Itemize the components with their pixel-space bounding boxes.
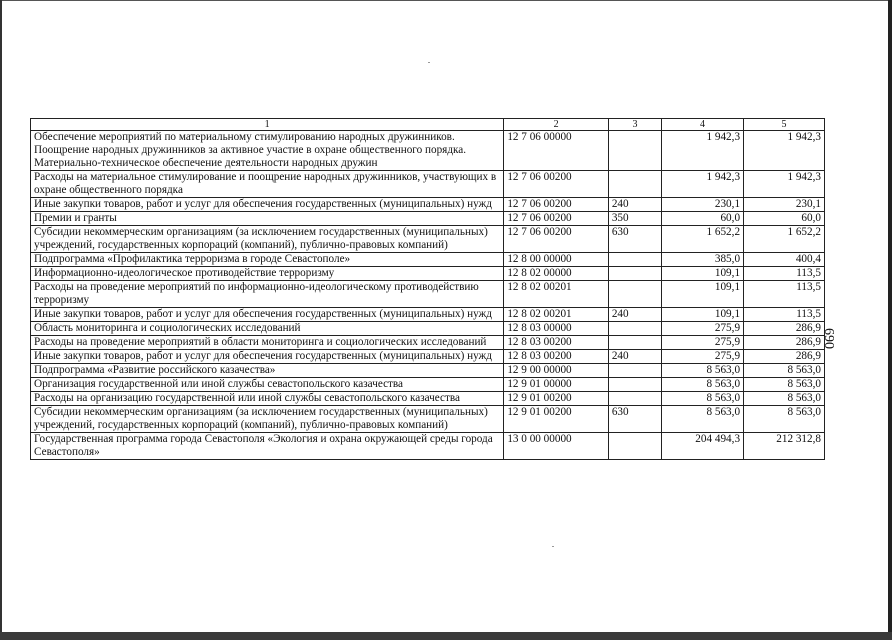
row-type-cell: 240 [608, 308, 661, 322]
row-value-col4-cell: 385,0 [662, 253, 744, 267]
row-code-cell: 12 8 03 00200 [504, 350, 609, 364]
row-value-col5-cell: 113,5 [744, 281, 825, 308]
row-code-cell: 12 9 01 00000 [504, 378, 609, 392]
header-col-3: 3 [608, 119, 661, 131]
row-type-cell [608, 131, 661, 171]
row-type-cell: 630 [608, 406, 661, 433]
row-value-col4-cell: 109,1 [662, 281, 744, 308]
scan-border-right [888, 0, 892, 640]
row-type-cell [608, 392, 661, 406]
row-value-col5-cell: 8 563,0 [744, 392, 825, 406]
row-type-cell [608, 378, 661, 392]
row-value-col5-cell: 286,9 [744, 336, 825, 350]
row-name-cell: Расходы на проведение мероприятий в области мониторинга и социологических исследований [31, 336, 504, 350]
row-value-col5-cell: 8 563,0 [744, 406, 825, 433]
table-row [31, 433, 825, 460]
row-name-cell: Премии и гранты [31, 212, 504, 226]
row-type-cell [608, 267, 661, 281]
row-name-cell: Организация государственной или иной службы севастопольского казачества [31, 378, 504, 392]
row-code-cell: 12 8 02 00000 [504, 267, 609, 281]
row-type-cell [608, 336, 661, 350]
table-row [31, 336, 825, 350]
row-value-col5-cell: 8 563,0 [744, 364, 825, 378]
table-body [31, 131, 825, 460]
row-code-cell: 12 9 01 00200 [504, 392, 609, 406]
table-header-row [31, 119, 825, 131]
row-value-col5-cell: 286,9 [744, 350, 825, 364]
table-row [31, 212, 825, 226]
header-col-1: 1 [31, 119, 504, 131]
row-type-cell [608, 253, 661, 267]
scan-border-top [0, 0, 892, 7]
table-row [31, 281, 825, 308]
row-value-col4-cell: 275,9 [662, 350, 744, 364]
row-name-cell: Подпрограмма «Профилактика терроризма в городе Севастополе» [31, 253, 504, 267]
row-type-cell: 630 [608, 226, 661, 253]
row-value-col5-cell: 1 942,3 [744, 131, 825, 171]
row-name-cell: Подпрограмма «Развитие российского казачества» [31, 364, 504, 378]
row-value-col5-cell: 1 652,2 [744, 226, 825, 253]
table-row [31, 308, 825, 322]
row-code-cell: 12 7 06 00200 [504, 171, 609, 198]
row-type-cell [608, 364, 661, 378]
row-name-cell: Иные закупки товаров, работ и услуг для обеспечения государственных (муниципальных) нужд [31, 308, 504, 322]
row-name-cell: Иные закупки товаров, работ и услуг для обеспечения государственных (муниципальных) нужд [31, 350, 504, 364]
row-code-cell: 12 8 03 00200 [504, 336, 609, 350]
row-type-cell [608, 433, 661, 460]
row-code-cell: 12 7 06 00000 [504, 131, 609, 171]
scan-border-bottom [0, 632, 892, 640]
row-value-col4-cell: 275,9 [662, 336, 744, 350]
row-type-cell [608, 281, 661, 308]
budget-table [30, 118, 825, 460]
table-row [31, 350, 825, 364]
row-value-col4-cell: 8 563,0 [662, 392, 744, 406]
row-code-cell: 12 8 00 00000 [504, 253, 609, 267]
row-code-cell: 12 9 01 00200 [504, 406, 609, 433]
row-value-col5-cell: 113,5 [744, 308, 825, 322]
row-code-cell: 12 7 06 00200 [504, 198, 609, 212]
row-code-cell: 12 8 02 00201 [504, 308, 609, 322]
row-name-cell: Расходы на материальное стимулирование и поощрение народных дружинников, участвующих в охране общественного порядка [31, 171, 504, 198]
header-col-2: 2 [504, 119, 609, 131]
scan-speck [428, 62, 430, 63]
table-row [31, 253, 825, 267]
row-name-cell: Субсидии некоммерческим организациям (за исключением государственных (муниципальных) учреждений, государственных корпораций (компаний), публично-правовых компаний) [31, 226, 504, 253]
row-code-cell: 12 9 00 00000 [504, 364, 609, 378]
row-value-col5-cell: 8 563,0 [744, 378, 825, 392]
page-number: 690 [821, 328, 836, 349]
row-value-col4-cell: 8 563,0 [662, 364, 744, 378]
table-row [31, 226, 825, 253]
row-name-cell: Субсидии некоммерческим организациям (за исключением государственных (муниципальных) учреждений, государственных корпораций (компаний), публично-правовых компаний) [31, 406, 504, 433]
row-type-cell [608, 171, 661, 198]
row-value-col4-cell: 1 652,2 [662, 226, 744, 253]
row-code-cell: 12 7 06 00200 [504, 212, 609, 226]
row-name-cell: Расходы на организацию государственной или иной службы севастопольского казачества [31, 392, 504, 406]
row-code-cell: 12 7 06 00200 [504, 226, 609, 253]
row-value-col4-cell: 230,1 [662, 198, 744, 212]
row-name-cell: Расходы на проведение мероприятий по информационно-идеологическому противодействию терроризму [31, 281, 504, 308]
scan-border-left [0, 0, 2, 640]
row-value-col4-cell: 109,1 [662, 308, 744, 322]
row-name-cell: Обеспечение мероприятий по материальному стимулированию народных дружинников. Поощрение народных дружинников за активное участие в охране общественного порядка. Материально-техническое обеспечение деятельности народных дружин [31, 131, 504, 171]
scan-speck [552, 546, 554, 547]
table-row [31, 171, 825, 198]
row-value-col4-cell: 60,0 [662, 212, 744, 226]
row-type-cell: 240 [608, 198, 661, 212]
row-value-col5-cell: 60,0 [744, 212, 825, 226]
row-name-cell: Область мониторинга и социологических исследований [31, 322, 504, 336]
row-value-col5-cell: 1 942,3 [744, 171, 825, 198]
table-row [31, 198, 825, 212]
row-value-col4-cell: 8 563,0 [662, 378, 744, 392]
table-row [31, 267, 825, 281]
header-col-4: 4 [662, 119, 744, 131]
row-type-cell: 240 [608, 350, 661, 364]
row-value-col5-cell: 286,9 [744, 322, 825, 336]
table-row [31, 322, 825, 336]
table-row [31, 131, 825, 171]
row-name-cell: Информационно-идеологическое противодействие терроризму [31, 267, 504, 281]
row-code-cell: 13 0 00 00000 [504, 433, 609, 460]
row-value-col4-cell: 1 942,3 [662, 131, 744, 171]
row-value-col4-cell: 204 494,3 [662, 433, 744, 460]
row-name-cell: Государственная программа города Севастополя «Экология и охрана окружающей среды города Севастополя» [31, 433, 504, 460]
row-value-col5-cell: 113,5 [744, 267, 825, 281]
row-name-cell: Иные закупки товаров, работ и услуг для обеспечения государственных (муниципальных) нужд [31, 198, 504, 212]
header-col-5: 5 [744, 119, 825, 131]
row-code-cell: 12 8 02 00201 [504, 281, 609, 308]
row-value-col5-cell: 230,1 [744, 198, 825, 212]
row-value-col4-cell: 8 563,0 [662, 406, 744, 433]
row-value-col5-cell: 400,4 [744, 253, 825, 267]
row-value-col4-cell: 109,1 [662, 267, 744, 281]
row-type-cell [608, 322, 661, 336]
row-value-col5-cell: 212 312,8 [744, 433, 825, 460]
table-row [31, 378, 825, 392]
table-row [31, 392, 825, 406]
row-value-col4-cell: 275,9 [662, 322, 744, 336]
row-type-cell: 350 [608, 212, 661, 226]
table-row [31, 364, 825, 378]
row-value-col4-cell: 1 942,3 [662, 171, 744, 198]
table-row [31, 406, 825, 433]
row-code-cell: 12 8 03 00000 [504, 322, 609, 336]
